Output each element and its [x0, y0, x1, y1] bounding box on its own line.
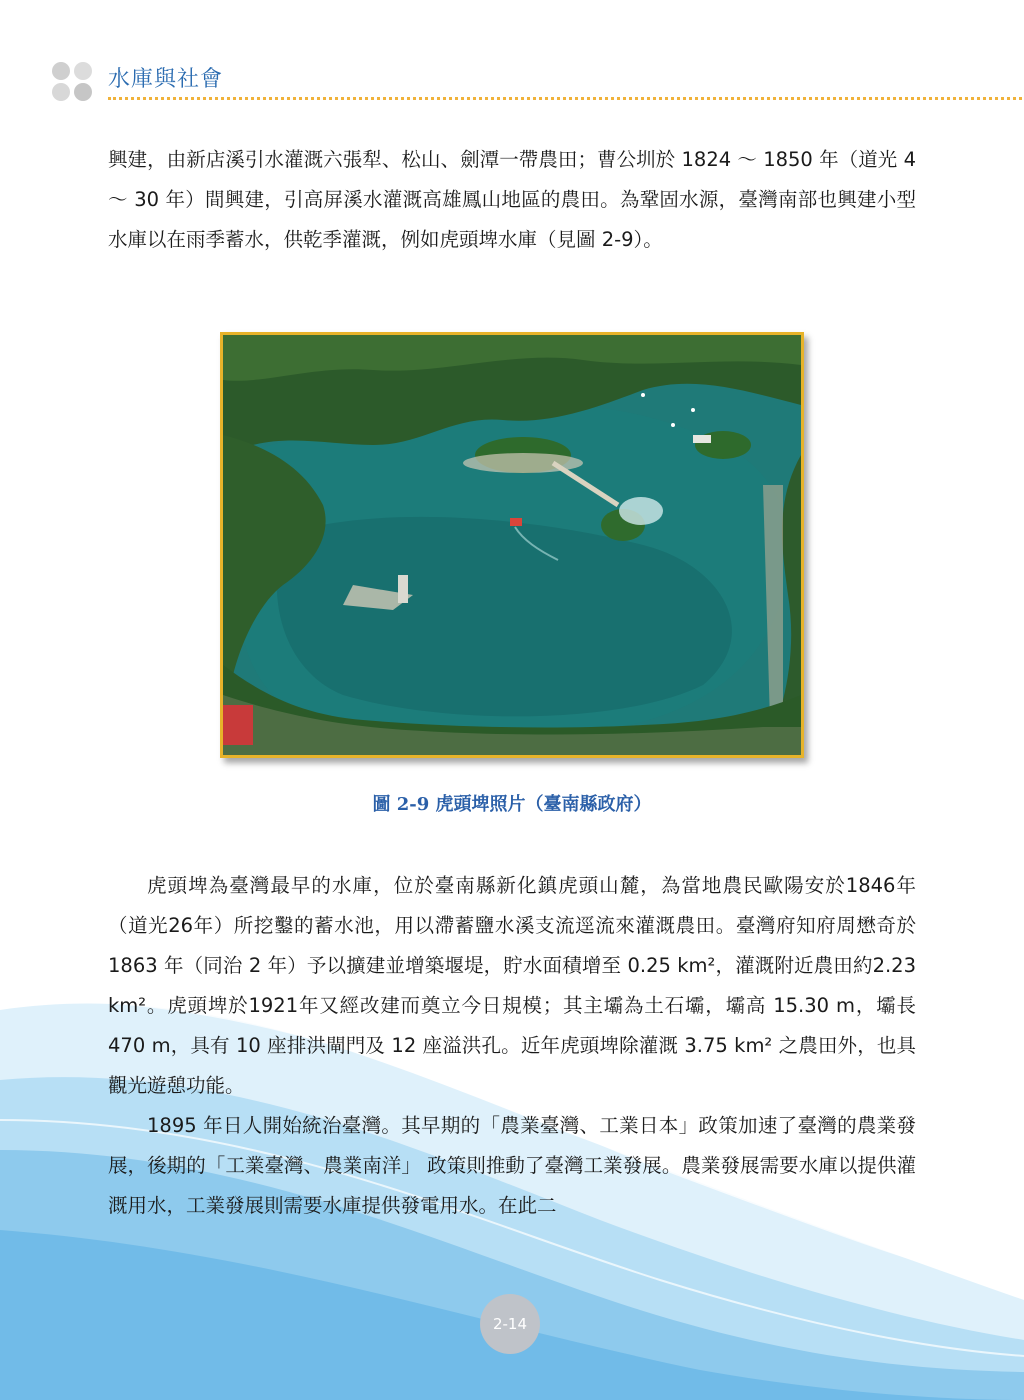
header-dots-icon	[52, 62, 98, 102]
figure-caption: 圖 2-9 虎頭埤照片（臺南縣政府）	[372, 794, 652, 815]
reservoir-aerial-photo	[220, 332, 804, 758]
header-divider	[108, 97, 1022, 100]
paragraph: 1895 年日人開始統治臺灣。其早期的「農業臺灣、工業日本」政策加速了臺灣的農業發展，後期的「工業臺灣、農業南洋」 政策則推動了臺灣工業發展。農業發展需要水庫以提供灌溉用水，工業發展則需要水庫提供發電用水。在此二	[108, 1114, 916, 1217]
body-text-bottom	[108, 866, 916, 1226]
section-title: 水庫與社會	[108, 67, 224, 92]
page-number-badge: 2-14	[480, 1294, 540, 1354]
paragraph: 興建，由新店溪引水灌溉六張犁、松山、劍潭一帶農田；曹公圳於 1824 ～ 1850 年（道光 4 ～ 30 年）間興建，引高屏溪水灌溉高雄鳳山地區的農田。為鞏固水源，臺灣南部也興建小型水庫以在雨季蓄水，供乾季灌溉，例如虎頭埤水庫（見圖 2-9）。	[108, 148, 916, 251]
paragraph: 虎頭埤為臺灣最早的水庫，位於臺南縣新化鎮虎頭山麓，為當地農民歐陽安於1846年（道光26年）所挖鑿的蓄水池，用以滯蓄鹽水溪支流逕流來灌溉農田。臺灣府知府周懋奇於 1863 年（同治 2 年）予以擴建並增築堰堤，貯水面積增至 0.25 km²，灌溉附近農田約2.23 km²。虎頭埤於1921年又經改建而奠立今日規模；其主壩為土石壩，壩高 15.30 m，壩長 470 m，具有 10 座排洪閘門及 12 座溢洪孔。近年虎頭埤除灌溉 3.75 km² 之農田外，也具觀光遊憩功能。	[108, 874, 916, 1097]
body-text-top	[108, 140, 916, 260]
figure	[220, 332, 804, 758]
page-header	[0, 0, 1024, 110]
